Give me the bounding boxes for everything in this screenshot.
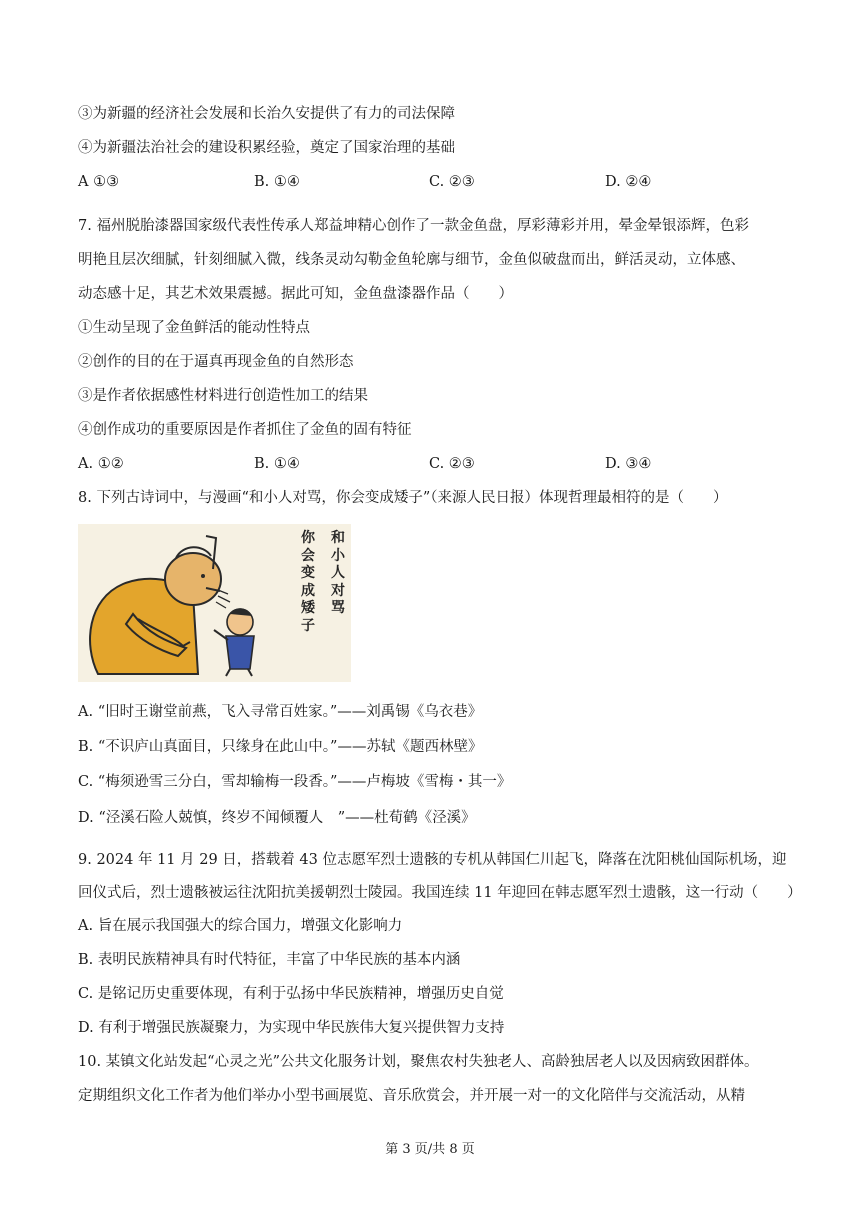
q8-option-c: C. “梅须逊雪三分白，雪却输梅一段香。”——卢梅坡《雪梅・其一》 xyxy=(78,774,512,790)
q8-option-b: B. “不识庐山真面目，只缘身在此山中。”——苏轼《题西林壁》 xyxy=(78,739,483,755)
q9-option-c: C. 是铭记历史重要体现，有利于弘扬中华民族精神，增强历史自觉 xyxy=(78,986,504,1002)
q6-choice-b: B. ①④ xyxy=(254,174,300,190)
q7-statement-4: ④创作成功的重要原因是作者抓住了金鱼的固有特征 xyxy=(78,422,412,438)
q8-stem: 8. 下列古诗词中，与漫画“和小人对骂，你会变成矮子”（来源人民日报）体现哲理最相符的是（ ） xyxy=(78,490,728,506)
q8-option-a: A. “旧时王谢堂前燕，飞入寻常百姓家。”——刘禹锡《乌衣巷》 xyxy=(78,704,483,720)
q9-stem-line-2: 回仪式后，烈士遗骸被运往沈阳抗美援朝烈士陵园。我国连续 11 年迎回在韩志愿军烈士遗骸，这一行动（ ） xyxy=(78,885,802,901)
q9-option-b: B. 表明民族精神具有时代特征，丰富了中华民族的基本内涵 xyxy=(78,952,461,968)
q7-statement-2: ②创作的目的在于逼真再现金鱼的自然形态 xyxy=(78,354,354,370)
q7-stem-line-2: 明艳且层次细腻，针刻细腻入微，线条灵动勾勒金鱼轮廓与细节，金鱼似破盘而出，鲜活灵动，立体感、 xyxy=(78,252,745,268)
q7-statement-3: ③是作者依据感性材料进行创造性加工的结果 xyxy=(78,388,368,404)
q9-stem-line-1: 9. 2024 年 11 月 29 日，搭载着 43 位志愿军烈士遗骸的专机从韩国仁川起飞，降落在沈阳桃仙国际机场，迎 xyxy=(78,852,787,868)
q9-option-a: A. 旨在展示我国强大的综合国力，增强文化影响力 xyxy=(78,918,403,934)
q9-option-d: D. 有利于增强民族凝聚力，为实现中华民族伟大复兴提供智力支持 xyxy=(78,1020,505,1036)
q7-choice-d: D. ③④ xyxy=(605,456,652,472)
cartoon-caption-col-1: 和小人对骂 xyxy=(331,530,345,616)
q7-choice-a: A. ①② xyxy=(78,456,124,472)
q6-statement-4: ④为新疆法治社会的建设积累经验，奠定了国家治理的基础 xyxy=(78,140,455,156)
q7-stem-line-1: 7. 福州脱胎漆器国家级代表性传承人郑益坤精心创作了一款金鱼盘，厚彩薄彩并用，晕金晕银添辉，色彩 xyxy=(78,218,749,234)
q7-choice-b: B. ①④ xyxy=(254,456,300,472)
q7-stem-line-3: 动态感十足，其艺术效果震撼。据此可知，金鱼盘漆器作品（ ） xyxy=(78,286,513,302)
q8-option-d: D. “泾溪石险人兢慎，终岁不闻倾覆人 ”——杜荀鹤《泾溪》 xyxy=(78,810,476,826)
q6-choices xyxy=(78,172,798,192)
q6-choice-c: C. ②③ xyxy=(429,174,475,190)
q10-stem-line-1: 10. 某镇文化站发起“心灵之光”公共文化服务计划，聚焦农村失独老人、高龄独居老人以及因病致困群体。 xyxy=(78,1054,759,1070)
cartoon-image xyxy=(78,524,351,682)
cartoon-caption-col-2: 你会变成矮子 xyxy=(301,530,315,634)
q6-statement-3: ③为新疆的经济社会发展和长治久安提供了有力的司法保障 xyxy=(78,106,455,122)
q6-choice-a: A ①③ xyxy=(78,174,120,190)
q6-choice-d: D. ②④ xyxy=(605,174,652,190)
q10-stem-line-2: 定期组织文化工作者为他们举办小型书画展览、音乐欣赏会，并开展一对一的文化陪伴与交流活动，从精 xyxy=(78,1088,745,1104)
q7-choices xyxy=(78,454,798,474)
q7-statement-1: ①生动呈现了金鱼鲜活的能动性特点 xyxy=(78,320,310,336)
q7-choice-c: C. ②③ xyxy=(429,456,475,472)
page-number: 第 3 页/共 8 页 xyxy=(385,1142,475,1157)
